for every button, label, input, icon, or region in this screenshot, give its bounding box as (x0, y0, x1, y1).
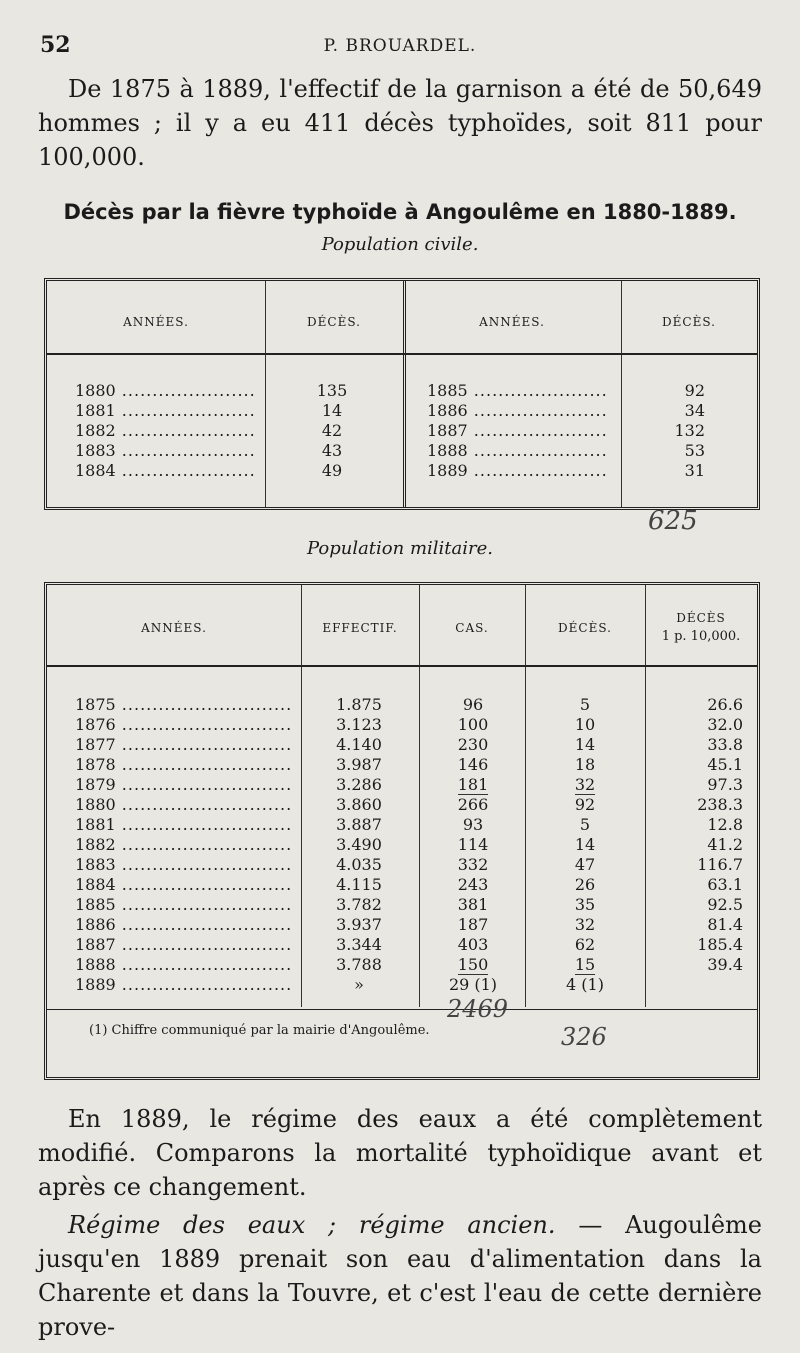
year-cell: 1882 ..... (75, 835, 291, 855)
year-cell: 1877 ..... (75, 735, 291, 755)
rate-cell: 41.2 (707, 835, 743, 854)
header-rate (645, 611, 757, 644)
cases-cell: 243 (457, 875, 489, 894)
deaths-cell: 32 (574, 915, 596, 934)
effectif-cell: 3.286 (336, 775, 382, 794)
header-deaths: DÉCÈS. (662, 315, 716, 329)
effectif-cell: » (354, 975, 364, 994)
rate-cell: 33.8 (707, 735, 743, 754)
rate-cell: 185.4 (697, 935, 743, 954)
header-years: ANNÉES. (141, 621, 207, 635)
year-cell: 1879 ..... (75, 775, 291, 795)
year-cell: 1884 ..... (75, 461, 255, 481)
civil-deaths-right (633, 381, 705, 481)
civil-deaths-left (277, 381, 387, 481)
deaths-cell: 42 (321, 421, 343, 440)
header-years: ANNÉES. (123, 315, 189, 329)
year-cell: 1881 ..... (75, 815, 291, 835)
handwritten-deaths-total: 326 (561, 1023, 607, 1051)
year-cell: 1880 ..... (75, 381, 255, 401)
deaths-cell: 92 (684, 381, 705, 400)
cases-value: 150 (457, 955, 489, 974)
header-years: ANNÉES. (479, 315, 545, 329)
header-effectif: EFFECTIF. (322, 621, 398, 635)
military-years (75, 695, 291, 995)
rate-cell: 45.1 (707, 755, 743, 774)
effectif-cell: 4.115 (336, 875, 382, 894)
cases-cell: 29 (1) (448, 975, 498, 994)
rate-cell: 12.8 (707, 815, 743, 834)
effectif-cell: 3.860 (336, 795, 382, 814)
deaths-cell: 5 (579, 815, 591, 834)
deaths-cell: 53 (684, 441, 705, 460)
year-cell: 1889 ..... (75, 975, 291, 995)
year-cell: 1888 ..... (75, 955, 291, 975)
military-subtitle: Population militaire. (306, 538, 493, 559)
year-cell: 1886 ..... (75, 915, 291, 935)
effectif-cell: 3.344 (336, 935, 382, 954)
effectif-cell: 3.123 (336, 715, 382, 734)
rate-cell: 26.6 (707, 695, 743, 714)
cases-cell: 93 (462, 815, 484, 834)
military-effectif (309, 695, 409, 995)
column-divider (525, 585, 526, 1007)
deaths-cell: 43 (321, 441, 343, 460)
cases-cell: 381 (457, 895, 489, 914)
effectif-cell: 3.887 (336, 815, 382, 834)
deaths-cell: 14 (574, 835, 596, 854)
rate-cell: 97.3 (707, 775, 743, 794)
header-rate-line1: DÉCÈS (676, 611, 726, 625)
deaths-cell: 10 (574, 715, 596, 734)
rate-cell: 81.4 (707, 915, 743, 934)
footnote-rule (47, 1009, 757, 1010)
year-cell: 1888 ..... (427, 441, 607, 461)
effectif-cell: 4.035 (336, 855, 382, 874)
cases-cell (427, 955, 519, 975)
handwritten-civil-total: 625 (648, 506, 698, 536)
rate-cell: 116.7 (697, 855, 743, 874)
year-cell: 1882 ..... (75, 421, 255, 441)
cases-cell (427, 775, 519, 795)
year-cell: 1875 ..... (75, 695, 291, 715)
cases-cell: 230 (457, 735, 489, 754)
effectif-cell: 3.788 (336, 955, 382, 974)
table-title: Décès par la fièvre typhoïde à Angoulême en 1880-1889. (63, 200, 737, 224)
civil-years-left (75, 381, 255, 481)
header-cases: CAS. (455, 621, 489, 635)
year-cell: 1887 ..... (75, 935, 291, 955)
effectif-cell: 4.140 (336, 735, 382, 754)
rate-cell: 39.4 (707, 955, 743, 974)
military-rate (653, 695, 743, 995)
civil-subtitle: Population civile. (321, 234, 479, 255)
effectif-cell: 3.987 (336, 755, 382, 774)
page-number: 52 (40, 32, 71, 58)
cases-cell: 266 (457, 795, 489, 814)
military-deaths (535, 695, 635, 995)
year-cell: 1884 ..... (75, 875, 291, 895)
column-divider (301, 585, 302, 1007)
deaths-cell: 4 (1) (566, 975, 604, 994)
year-cell: 1889 ..... (427, 461, 607, 481)
intro-paragraph: De 1875 à 1889, l'effectif de la garnison a été de 50,649 hommes ; il y a eu 411 décès typhoïdes, soit 811 pour 100,000. (38, 75, 762, 171)
column-divider (419, 585, 420, 1007)
year-cell: 1887 ..... (427, 421, 607, 441)
deaths-cell (535, 775, 635, 795)
header-deaths: DÉCÈS. (558, 621, 612, 635)
deaths-cell: 14 (321, 401, 343, 420)
rate-cell: 32.0 (707, 715, 743, 734)
handwritten-cases-total: 2469 (447, 995, 509, 1023)
rate-cell: 92.5 (707, 895, 743, 914)
regime-paragraph (38, 1208, 762, 1344)
cases-cell: 146 (457, 755, 489, 774)
header-rule (47, 665, 757, 667)
year-cell: 1886 ..... (427, 401, 607, 421)
civil-years-right (427, 381, 607, 481)
deaths-cell: 132 (674, 421, 705, 440)
rate-cell (653, 975, 743, 995)
effectif-cell: 3.937 (336, 915, 382, 934)
header-rate-line2: 1 p. 10,000. (661, 629, 741, 644)
header-deaths: DÉCÈS. (307, 315, 361, 329)
rate-cell: 63.1 (707, 875, 743, 894)
deaths-cell: 18 (574, 755, 596, 774)
military-table (44, 582, 760, 1080)
year-cell: 1883 ..... (75, 441, 255, 461)
civil-table (44, 278, 760, 510)
cases-cell: 114 (457, 835, 489, 854)
deaths-cell: 31 (684, 461, 705, 480)
year-cell: 1885 ..... (75, 895, 291, 915)
military-cases (427, 695, 519, 995)
cases-cell: 96 (462, 695, 484, 714)
deaths-cell: 5 (579, 695, 591, 714)
year-cell: 1881 ..... (75, 401, 255, 421)
deaths-value: 15 (574, 955, 596, 974)
cases-cell: 403 (457, 935, 489, 954)
deaths-cell: 34 (684, 401, 705, 420)
cases-cell: 187 (457, 915, 489, 934)
effectif-cell: 3.490 (336, 835, 382, 854)
deaths-cell: 49 (321, 461, 343, 480)
year-cell: 1880 ..... (75, 795, 291, 815)
column-divider (645, 585, 646, 1007)
deaths-cell: 62 (574, 935, 596, 954)
year-cell: 1883 ..... (75, 855, 291, 875)
deaths-cell (535, 955, 635, 975)
rate-cell: 238.3 (697, 795, 743, 814)
regime-text: — Augoulême jusqu'en 1889 prenait son eau d'alimentation dans la Charente et dans la Touvre, et c'est l'eau de cette dernière prove- (38, 1211, 762, 1341)
effectif-cell: 3.782 (336, 895, 382, 914)
table-footnote: (1) Chiffre communiqué par la mairie d'Angoulême. (89, 1023, 430, 1038)
running-title: P. BROUARDEL. (323, 36, 477, 56)
running-head (40, 32, 760, 62)
cases-value: 181 (457, 775, 489, 794)
year-cell: 1876 ..... (75, 715, 291, 735)
deaths-cell: 14 (574, 735, 596, 754)
deaths-cell: 92 (574, 795, 596, 814)
deaths-value: 32 (574, 775, 596, 794)
deaths-cell: 35 (574, 895, 596, 914)
year-cell: 1878 ..... (75, 755, 291, 775)
cases-cell: 100 (457, 715, 489, 734)
deaths-cell: 26 (574, 875, 596, 894)
effectif-cell: 1.875 (336, 695, 382, 714)
regime-heading: Régime des eaux ; régime ancien. (68, 1211, 556, 1239)
deaths-cell: 135 (316, 381, 348, 400)
deaths-cell: 47 (574, 855, 596, 874)
header-rule (47, 353, 757, 355)
after-paragraph: En 1889, le régime des eaux a été complètement modifié. Comparons la mortalité typhoïdique avant et après ce changement. (38, 1105, 762, 1201)
cases-cell: 332 (457, 855, 489, 874)
year-cell: 1885 ..... (427, 381, 607, 401)
